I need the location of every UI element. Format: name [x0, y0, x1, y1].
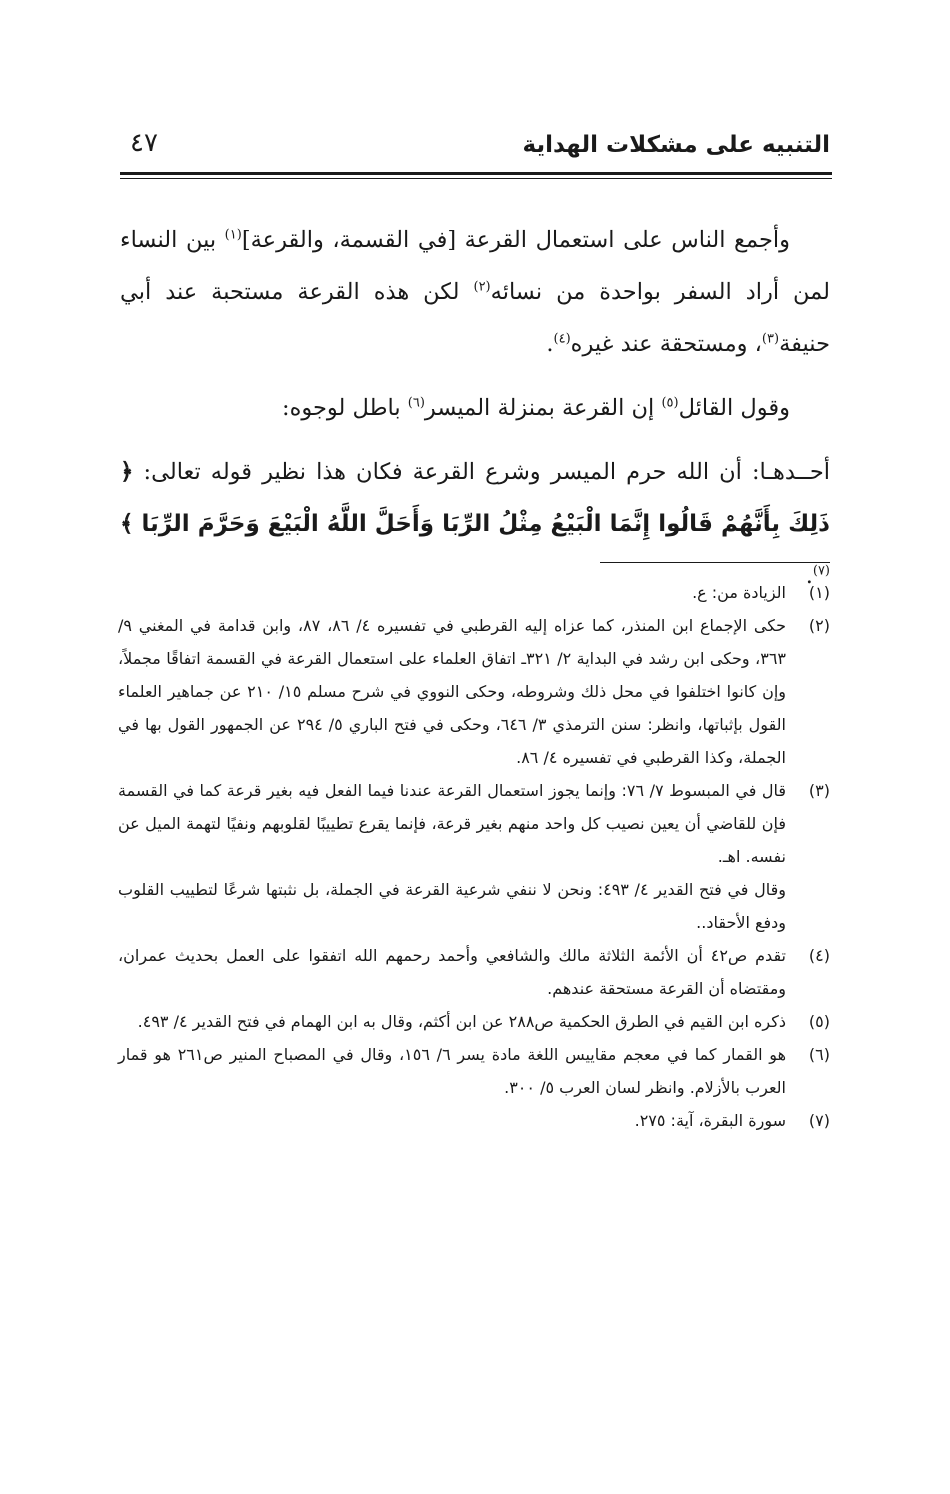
footnote-number: (٣) — [808, 781, 830, 800]
footnote-5 — [118, 1005, 830, 1038]
footnote-number: (٤) — [808, 946, 830, 965]
p3-text-a: أحــدهـا: أن الله حرم الميسر وشرع القرعة فكان هذا نظير قوله تعالى: — [143, 459, 831, 485]
footnote-text-continued: وقال في فتح القدير ٤/ ٤٩٣: ونحن لا ننفي شرعية القرعة في الجملة، بل نثبتها شرعًا لتطييب القلوب ودفع الأحقاد.. — [118, 880, 786, 932]
footnote-text: قال في المبسوط ٧/ ٧٦: وإنما يجوز استعمال القرعة عندنا فيما الفعل فيه بغير قرعة كما في القسمة فإن للقاضي أن يعين نصيب كل واحد منهم بغير قرعة، فإنما يقرع تطييبًا لقلوبهم ونفيًا لتهمة الميل عن نفسه. اهـ. — [118, 781, 787, 866]
footnote-2 — [118, 609, 830, 774]
footnote-text: الزيادة من: ع. — [692, 583, 786, 602]
paragraph-2 — [120, 382, 830, 434]
footnote-ref-5: (٥) — [661, 395, 679, 411]
footnote-text: حكى الإجماع ابن المنذر، كما عزاه إليه القرطبي في تفسيره ٤/ ٨٦، ٨٧، وابن قدامة في المغني ٩/ ٣٦٣، وحكى ابن رشد في البداية ٢/ ٣٢١ـ اتفاق العلماء على استعمال القرعة في القسمة اتفاقًا مجملاً، وإن كانوا اختلفوا في محل ذلك وشروطه، وحكى النووي في شرح مسلم ١٥/ ٢١٠ عن جماهير العلماء القول بإثباتها، وانظر: سنن الترمذي ٣/ ٦٤٦، وحكى في فتح الباري ٥/ ٢٩٤ عن الجمهور القول بها في الجملة، وكذا القرطبي في تفسيره ٤/ ٨٦. — [118, 616, 787, 767]
header-rule-thin — [120, 178, 832, 179]
footnote-number: (٦) — [808, 1045, 830, 1064]
footnote-6 — [118, 1038, 830, 1104]
p1-text-a: وأجمع الناس على استعمال القرعة [في القسمة، والقرعة] — [241, 227, 791, 253]
footnote-text: سورة البقرة، آية: ٢٧٥. — [634, 1111, 786, 1130]
p1-text-d: ، ومستحقة عند غيره — [570, 331, 762, 357]
main-text — [120, 214, 830, 602]
page-header — [120, 128, 830, 168]
p2-text-a: وقول القائل — [678, 395, 790, 421]
footnote-4 — [118, 939, 830, 1005]
p1-text-c: لكن هذه القرعة مستحبة عند أبي حنيفة — [120, 279, 830, 357]
footnote-ref-4: (٤) — [553, 331, 571, 347]
paragraph-1 — [120, 214, 830, 370]
footnote-1 — [118, 576, 830, 609]
running-title: التنبيه على مشكلات الهداية — [522, 132, 830, 158]
footnote-number: (٢) — [808, 616, 830, 635]
footnote-ref-7: (٧) — [812, 563, 830, 579]
footnote-3 — [118, 774, 830, 939]
quran-verse: ﴿ ذَلِكَ بِأَنَّهُمْ قَالُوا إِنَّمَا الْبَيْعُ مِثْلُ الرِّبَا وَأَحَلَّ اللَّهُ الْبَيْعَ وَحَرَّمَ الرِّبَا ﴾ — [120, 459, 830, 537]
p1-text-e: . — [546, 331, 554, 357]
p3-text-end: . — [805, 563, 813, 589]
footnote-text: هو القمار كما في معجم مقاييس اللغة مادة يسر ٦/ ١٥٦، وقال في المصباح المنير ص٢٦١ هو قمار العرب بالأزلام. وانظر لسان العرب ٥/ ٣٠٠. — [118, 1045, 787, 1097]
footnote-ref-6: (٦) — [407, 395, 425, 411]
footnote-text: ذكره ابن القيم في الطرق الحكمية ص٢٨٨ عن ابن أكثم، وقال به ابن الهمام في فتح القدير ٤/ ٤٩٣. — [137, 1012, 786, 1031]
footnote-text: تقدم ص٤٢ أن الأئمة الثلاثة مالك والشافعي وأحمد رحمهم الله اتفقوا على العمل بحديث عمران، ومقتضاه أن القرعة مستحقة عندهم. — [118, 946, 787, 998]
p1-text-b: بين النساء لمن أراد السفر بواحدة من نسائه — [120, 227, 831, 305]
footnote-7 — [118, 1104, 830, 1137]
footnote-ref-3: (٣) — [761, 331, 780, 347]
header-rule-thick — [120, 172, 832, 175]
page-number: ٤٧ — [130, 128, 158, 158]
footnotes — [118, 576, 830, 1137]
p2-text-c: باطل لوجوه: — [282, 395, 408, 421]
footnote-number: (٧) — [808, 1111, 830, 1130]
footnote-ref-2: (٢) — [473, 279, 491, 295]
footnote-separator — [600, 562, 830, 563]
footnote-number: (١) — [808, 583, 830, 602]
p2-text-b: إن القرعة بمنزلة الميسر — [424, 395, 662, 421]
footnote-number: (٥) — [808, 1012, 830, 1031]
footnote-ref-1: (١) — [224, 227, 242, 243]
